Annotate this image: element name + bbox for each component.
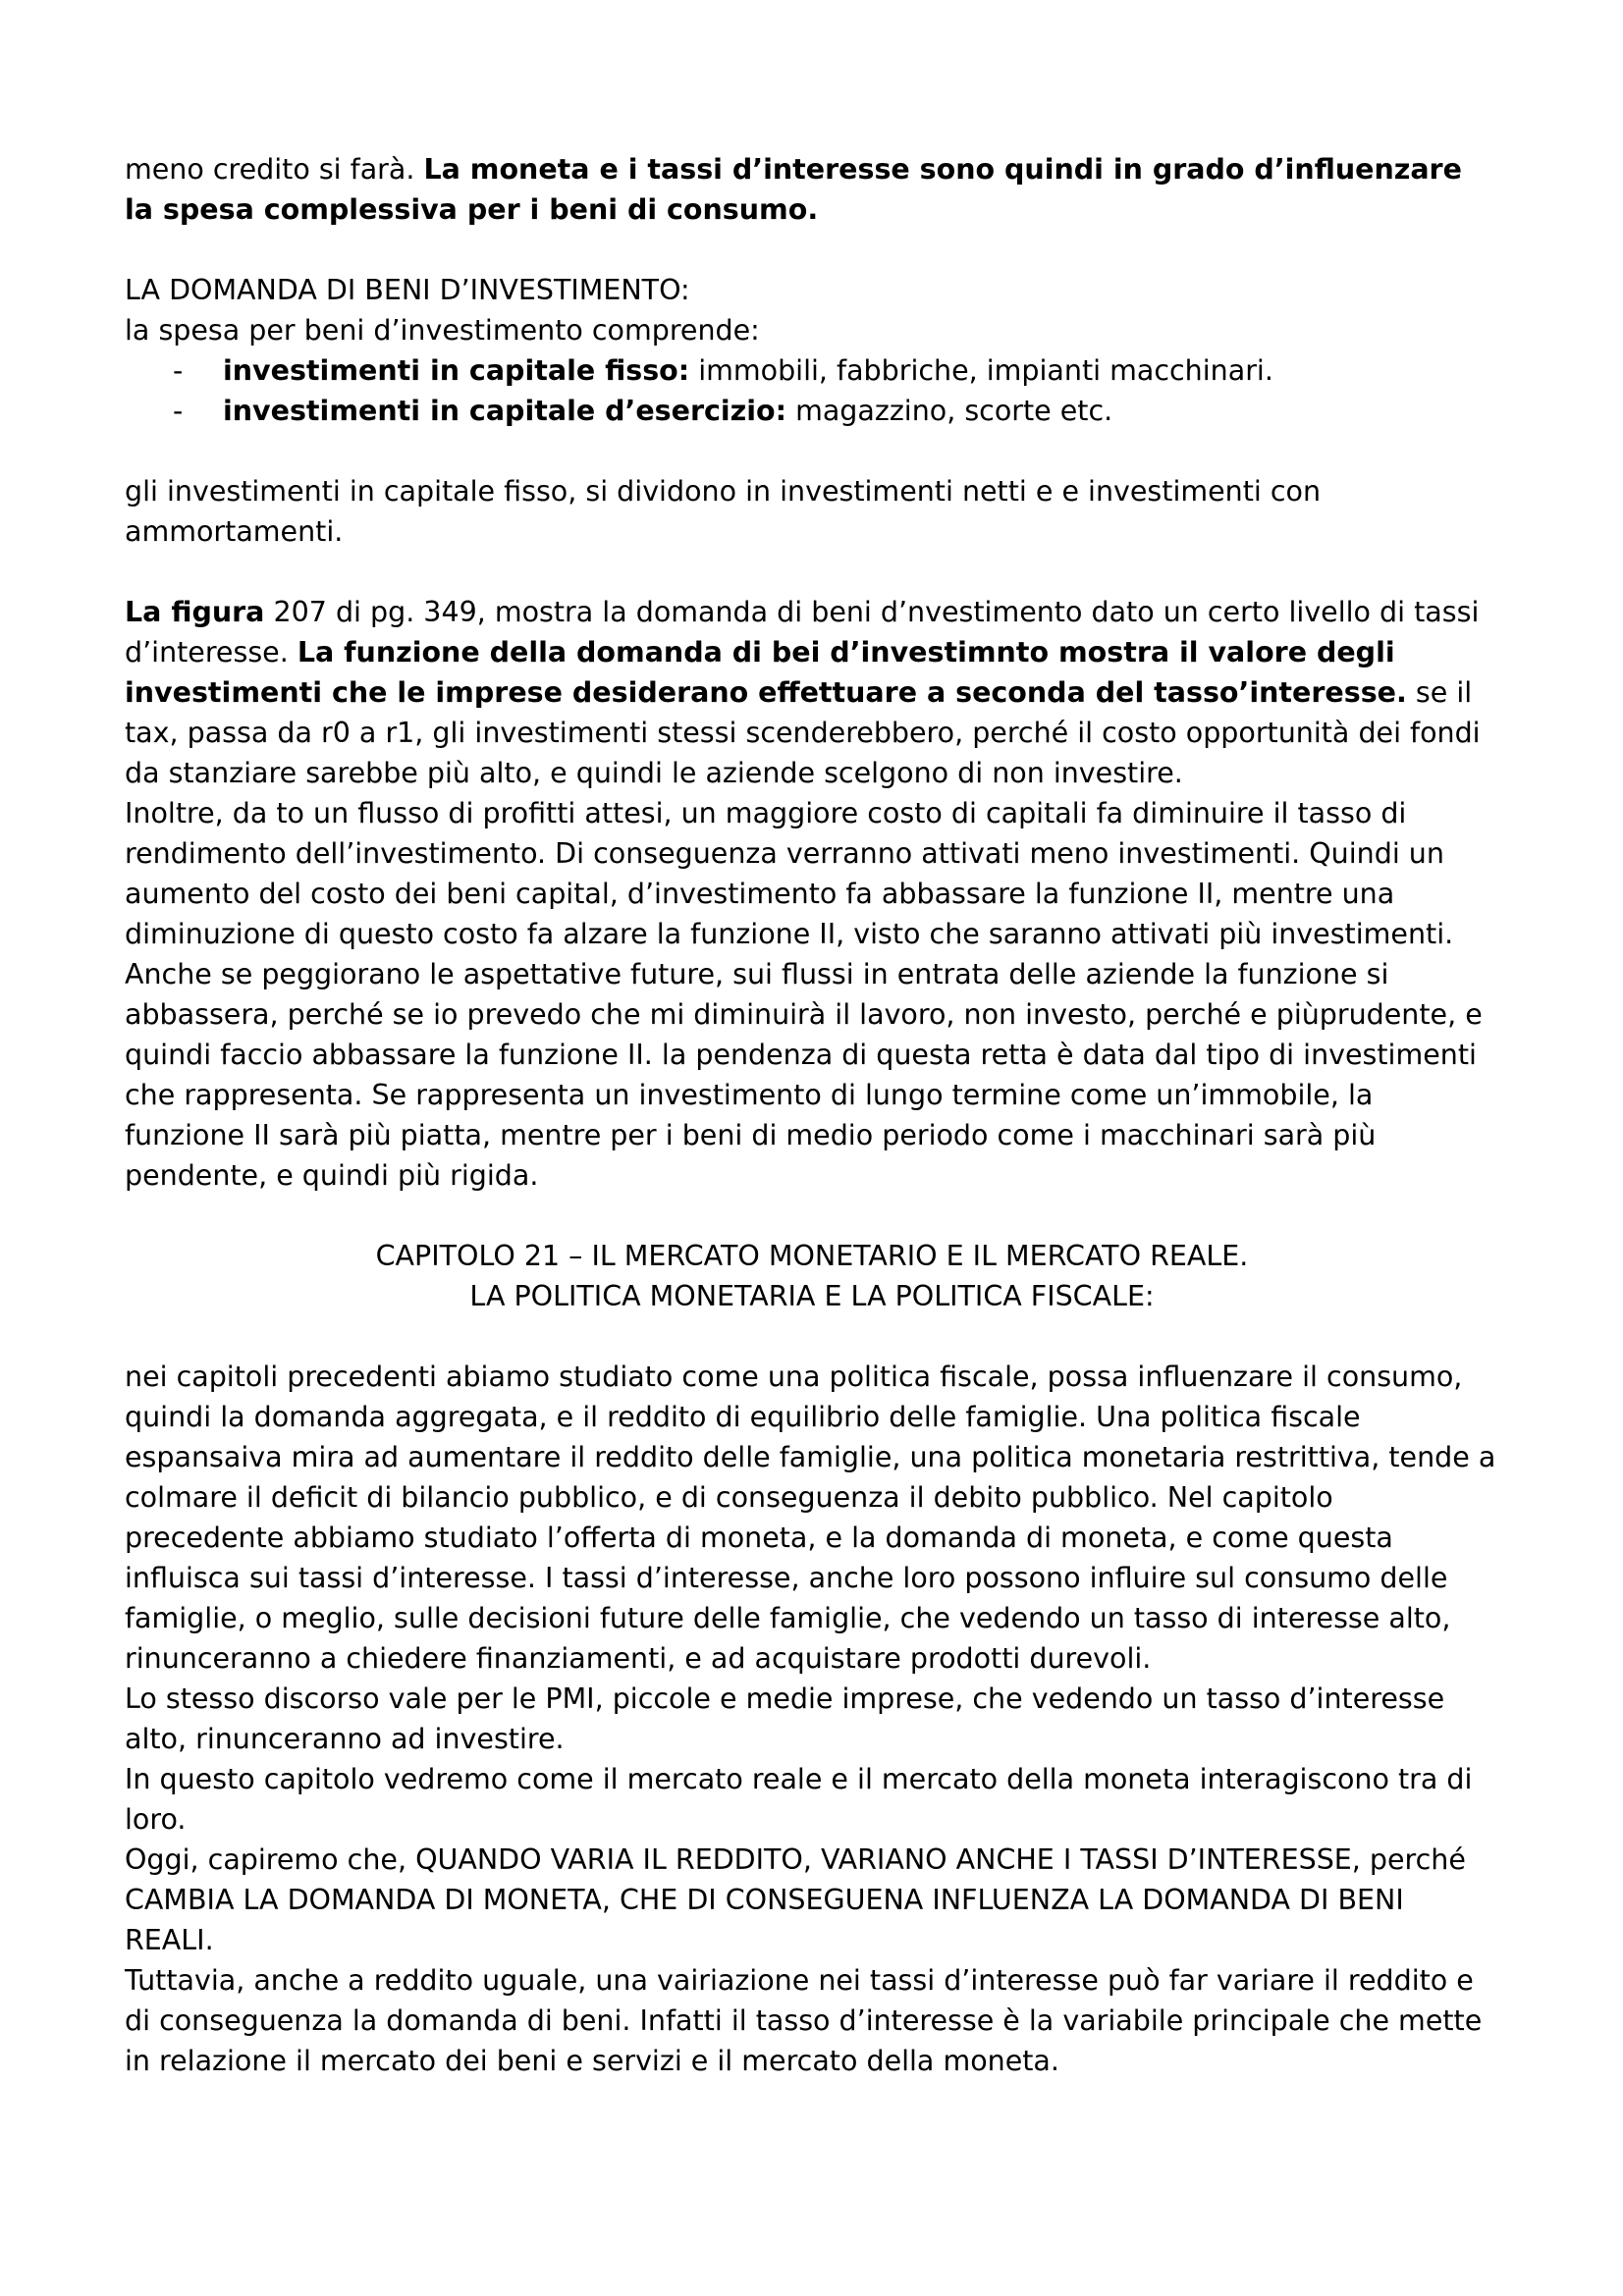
paragraph-capital: gli investimenti in capitale fisso, si dividono in investimenti netti e e investimenti con ammortamenti. [125,475,1322,548]
paragraph-reddito: Oggi, capiremo che, QUANDO VARIA IL REDDITO, VARIANO ANCHE I TASSI D’INTERESSE, perché CAMBIA LA DOMANDA DI MONETA, CHE DI CONSEGUENA INFLUENZA LA DOMANDA DI BENI REALI. [125,1843,1466,1956]
bold-statement: La funzione della domanda di bei d’investimnto mostra il valore degli investimenti che le imprese desiderano effettuare a seconda del tasso’interesse. [125,636,1407,709]
text-run: 207 di pg. 349, mostra la domanda di beni d’nvestimento dato un certo livello di tassi d’interesse. [125,596,1480,668]
list-item [125,391,1499,431]
blank-line [125,1196,1499,1236]
paragraph-figure [125,592,1499,793]
blank-line [125,1316,1499,1357]
list-item-term: investimenti in capitale fisso: [223,354,690,387]
dash-marker: - [173,395,184,427]
paragraph-tassi: Tuttavia, anche a reddito uguale, una vairiazione nei tassi d’interesse può far variare il reddito e di conseguenza la domanda di beni. Infatti il tasso d’interesse è la variabile principale che mette in relazione il mercato dei beni e servizi e il mercato della moneta. [125,1964,1483,2077]
list-item [125,350,1499,391]
section-heading-investment: LA DOMANDA DI BENI D’INVESTIMENTO: [125,274,690,306]
figure-reference: La figura [125,596,265,628]
blank-line [125,552,1499,592]
chapter-title: CAPITOLO 21 – IL MERCATO MONETARIO E IL MERCATO REALE. [375,1240,1249,1272]
paragraph-markets: In questo capitolo vedremo come il mercato reale e il mercato della moneta interagiscono tra di loro. [125,1763,1473,1836]
investment-intro: la spesa per beni d’investimento comprende: [125,314,760,347]
blank-line [125,230,1499,270]
paragraph-pmi: Lo stesso discorso vale per le PMI, piccole e medie imprese, che vedendo un tasso d’interesse alto, rinunceranno ad investire. [125,1682,1445,1755]
list-item-text: magazzino, scorte etc. [786,395,1113,427]
text-run: meno credito si farà. [125,153,424,186]
text-run: se il tax, passa da r0 a r1, gli investimenti stessi scenderebbero, perché il costo opportunità dei fondi da stanziare sarebbe più alto, e quindi le aziende scelgono di non investire. [125,676,1481,789]
paragraph-chapter-intro: nei capitoli precedenti abiamo studiato come una politica fiscale, possa influenzare il consumo, quindi la domanda aggregata, e il reddito di equilibrio delle famiglie. Una politica fiscale espansaiva mira ad aumentare il reddito delle famiglie, una politica monetaria restrittiva, tende a colmare il deficit di bilancio pubblico, e di conseguenza il debito pubblico. Nel capitolo precedente abbiamo studiato l’offerta di moneta, e la domanda di moneta, e come questa influisca sui tassi d’interesse. I tassi d’interesse, anche loro possono influire sul consumo delle famiglie, o meglio, sulle decisioni future delle famiglie, che vedendo un tasso di interesse alto, rinunceranno a chiedere finanziamenti, e ad acquistare prodotti durevoli. [125,1361,1496,1675]
investment-list [125,350,1499,431]
bold-statement: La moneta e i tassi d’interesse sono quindi in grado d’influenzare la spesa complessiva per i beni di consumo. [125,153,1462,226]
document-body [125,149,1499,2081]
list-item-term: investimenti in capitale d’esercizio: [223,395,787,427]
paragraph-credit [125,149,1499,230]
chapter-subtitle: LA POLITICA MONETARIA E LA POLITICA FISCALE: [469,1280,1155,1312]
paragraph-inoltre: Inoltre, da to un flusso di profitti attesi, un maggiore costo di capitali fa diminuire il tasso di rendimento dell’investimento. Di conseguenza verranno attivati meno investimenti. Quindi un aumento del costo dei beni capital, d’investimento fa abbassare la funzione II, mentre una diminuzione di questo costo fa alzare la funzione II, visto che saranno attivati più investimenti. Anche se peggiorano le aspettative future, sui flussi in entrata delle aziende la funzione si abbassera, perché se io prevedo che mi diminuirà il lavoro, non investo, perché e piùprudente, e quindi faccio abbassare la funzione II. la pendenza di questa retta è data dal tipo di investimenti che rappresenta. Se rappresenta un investimento di lungo termine come un’immobile, la funzione II sarà più piatta, mentre per i beni di medio periodo come i macchinari sarà più pendente, e quindi più rigida. [125,797,1483,1192]
blank-line [125,431,1499,471]
dash-marker: - [173,354,184,387]
list-item-text: immobili, fabbriche, impianti macchinari. [689,354,1273,387]
